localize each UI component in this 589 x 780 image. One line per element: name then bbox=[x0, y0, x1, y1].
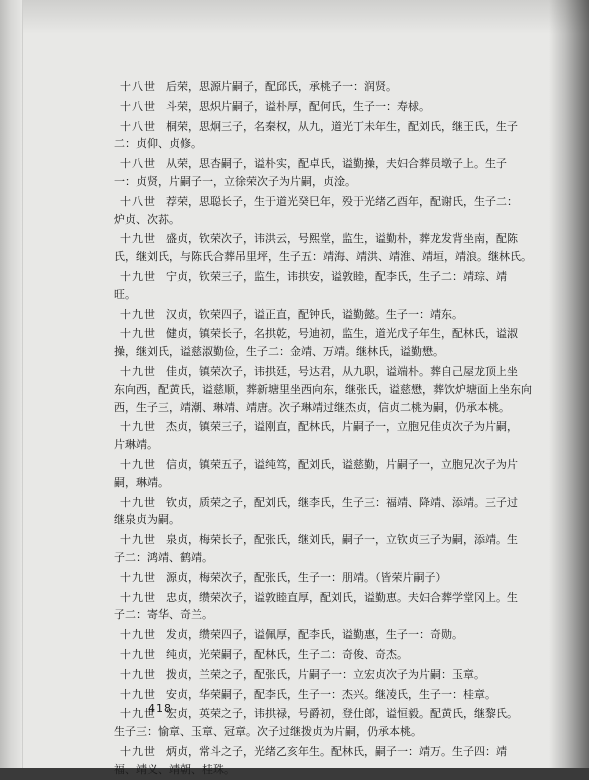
entry-line bbox=[114, 399, 560, 417]
generation-label: 十九世 bbox=[120, 269, 156, 283]
entry-line bbox=[120, 363, 560, 381]
generation-label: 十九世 bbox=[120, 533, 156, 547]
entry-line bbox=[114, 381, 560, 399]
genealogy-entry bbox=[114, 418, 560, 454]
entry-text: 钦贞，质荣之子，配刘氏，继李氏，生子三：福靖、降靖、添靖。三子过 bbox=[166, 495, 518, 509]
generation-label: 十九世 bbox=[120, 707, 156, 721]
entry-text: 一：贞贤，片嗣子一，立徐荣次子为片嗣，贞淦。 bbox=[114, 174, 356, 188]
entry-line bbox=[120, 494, 560, 512]
generation-label: 十九世 bbox=[120, 457, 156, 471]
generation-label: 十九世 bbox=[120, 647, 156, 661]
entry-line bbox=[120, 646, 560, 664]
entry-line bbox=[120, 418, 560, 436]
generation-label: 十九世 bbox=[120, 364, 156, 378]
entry-text: 炳贞，常斗之子，光绪乙亥年生。配林氏，嗣子一：靖万。生子四：靖 bbox=[166, 744, 507, 758]
entry-text: 斗荣，思炽片嗣子，谥朴厚，配何氏，生子一：寿梂。 bbox=[166, 99, 430, 113]
entry-line bbox=[114, 173, 560, 191]
entry-line bbox=[114, 606, 560, 624]
entry-text: 汉贞，钦荣四子，谥正直，配钟氏，谥勤懿。生子一：靖东。 bbox=[166, 307, 463, 321]
entry-text: 子二：寄华、奇兰。 bbox=[114, 608, 213, 622]
entry-text: 忠贞，缵荣次子，谥敦睦直厚，配刘氏，谥勤恵。夫妇合葬学堂冈上。生 bbox=[166, 590, 518, 604]
genealogy-entry bbox=[120, 626, 560, 644]
entry-text: 西，生子三，靖潮、琳靖、靖唐。次子琳靖过继杰贞，信贞二桃为嗣，仍承本桃。 bbox=[114, 400, 510, 414]
genealogy-entry bbox=[114, 230, 560, 266]
entry-text: 后荣，思源片嗣子，配邱氏，承桃子一：润贤。 bbox=[166, 80, 397, 93]
entry-line bbox=[120, 306, 560, 324]
entry-text: 源贞，梅荣次子，配张氏，生子一：朋靖。（皆荣片嗣子） bbox=[166, 570, 447, 584]
generation-label: 十八世 bbox=[120, 157, 156, 171]
genealogy-entries bbox=[114, 78, 560, 780]
generation-label: 十九世 bbox=[120, 420, 156, 434]
entry-text: 二：贞仰、贞修。 bbox=[114, 137, 202, 151]
entry-text: 佳贞，镇荣次子，讳拱廷，号达君，从九职，谥端朴。葬自己屋龙顶上坐 bbox=[166, 364, 518, 378]
generation-label: 十九世 bbox=[120, 232, 156, 246]
genealogy-entry bbox=[120, 666, 560, 684]
entry-text: 氏，继刘氏，与陈氏合葬吊里坪，生子五：靖海、靖洪、靖淮、靖垣，靖浪。继林氏。 bbox=[114, 250, 532, 264]
genealogy-entry bbox=[114, 325, 560, 361]
generation-label: 十九世 bbox=[120, 744, 156, 758]
entry-text: 炉贞、次荪。 bbox=[114, 212, 180, 226]
generation-label: 十九世 bbox=[120, 667, 156, 681]
entry-text: 安贞，华荣嗣子，配李氏，生子一：杰兴。继凌氏，生子一：桂章。 bbox=[166, 687, 496, 701]
entry-line bbox=[114, 343, 560, 361]
entry-line bbox=[114, 511, 560, 529]
genealogy-entry bbox=[114, 494, 560, 530]
entry-line bbox=[120, 118, 560, 136]
entry-text: 宁贞，钦荣三子，监生，讳拱安，谥敦睦，配李氏，生子二：靖琮、靖 bbox=[166, 269, 507, 283]
entry-text: 盛贞，钦荣次子，讳洪云，号熙堂，监生，谥勤朴，葬龙发背坐南，配陈 bbox=[166, 232, 518, 246]
genealogy-entry bbox=[120, 306, 560, 324]
entry-text: 发贞，缵荣四子，谥佩厚，配李氏，谥勤惠，生子一：奇勋。 bbox=[166, 628, 463, 642]
entry-text: 继泉贞为嗣。 bbox=[114, 513, 180, 527]
entry-line bbox=[120, 268, 560, 286]
generation-label: 十九世 bbox=[120, 628, 156, 642]
page-number: 418 bbox=[148, 702, 172, 715]
entry-line bbox=[120, 743, 560, 761]
entry-line bbox=[120, 589, 560, 607]
genealogy-entry bbox=[120, 98, 560, 116]
entry-line bbox=[120, 705, 560, 723]
entry-text: 嗣，琳靖。 bbox=[114, 475, 169, 489]
entry-line bbox=[120, 626, 560, 644]
entry-line bbox=[114, 248, 560, 266]
entry-text: 福、靖义、靖朝、桂珠。 bbox=[114, 762, 235, 776]
genealogy-entry bbox=[114, 118, 560, 154]
entry-text: 信贞，镇荣五子，谥纯笃，配刘氏，谥慈勤，片嗣子一，立胞兄次子为片 bbox=[166, 457, 518, 471]
entry-line bbox=[114, 549, 560, 567]
entry-line bbox=[114, 761, 560, 779]
generation-label: 十九世 bbox=[120, 570, 156, 584]
entry-text: 泉贞，梅荣长子，配张氏，继刘氏，嗣子一，立钦贞三子为嗣，添靖。生 bbox=[166, 533, 518, 547]
page-top-shade bbox=[0, 0, 589, 34]
entry-text: 生子三：愉章、玉章、冠章。次子过继拨贞为片嗣，仍承本桃。 bbox=[114, 725, 422, 739]
generation-label: 十九世 bbox=[120, 327, 156, 341]
genealogy-entry bbox=[114, 363, 560, 416]
entry-line bbox=[114, 286, 560, 304]
generation-label: 十九世 bbox=[120, 495, 156, 509]
entry-line bbox=[120, 456, 560, 474]
genealogy-entry bbox=[114, 456, 560, 492]
generation-label: 十九世 bbox=[120, 307, 156, 321]
entry-text: 拨贞，兰荣之子，配张氏，片嗣子一：立宏贞次子为片嗣：玉章。 bbox=[166, 667, 485, 681]
genealogy-entry bbox=[114, 743, 560, 779]
genealogy-entry bbox=[120, 646, 560, 664]
genealogy-entry bbox=[114, 531, 560, 567]
entry-line bbox=[120, 230, 560, 248]
generation-label: 十八世 bbox=[120, 194, 156, 208]
entry-line bbox=[120, 531, 560, 549]
entry-text: 片琳靖。 bbox=[114, 438, 158, 452]
book-binding bbox=[0, 0, 23, 768]
entry-text: 健贞，镇荣长子，名拱乾，号迪初，监生，道光戊子年生，配林氏，谥淑 bbox=[166, 327, 518, 341]
genealogy-entry bbox=[114, 705, 560, 741]
generation-label: 十八世 bbox=[120, 119, 156, 133]
entry-line bbox=[120, 193, 560, 211]
entry-line bbox=[120, 666, 560, 684]
genealogy-entry bbox=[114, 268, 560, 304]
entry-line bbox=[114, 211, 560, 229]
entry-text: 旺。 bbox=[114, 287, 136, 301]
genealogy-entry bbox=[114, 155, 560, 191]
genealogy-entry bbox=[114, 193, 560, 229]
entry-line bbox=[120, 155, 560, 173]
entry-text: 纯贞，光荣嗣子，配林氏，生子二：奇俊、奇杰。 bbox=[166, 647, 408, 661]
genealogy-entry bbox=[120, 78, 560, 96]
entry-line bbox=[120, 325, 560, 343]
entry-text: 子二：鸿靖、鹤靖。 bbox=[114, 550, 213, 564]
genealogy-entry bbox=[120, 569, 560, 587]
entry-line bbox=[114, 436, 560, 454]
entry-line bbox=[120, 78, 560, 96]
genealogy-entry bbox=[120, 686, 560, 704]
entry-text: 东向西，配黄氏，谥慈顺，葬新塘里坐西向东，继张氏，谥慈懋，葬饮炉塘面上坐东向 bbox=[114, 382, 532, 396]
entry-text: 宏贞，英荣之子，讳拱禄，号爵初，登仕郎，谥恒毅。配黄氏，继黎氏。 bbox=[166, 707, 518, 721]
entry-text: 杰贞，镇荣三子，谥刚直，配林氏，片嗣子一，立胞兄佳贞次子为片嗣， bbox=[166, 420, 518, 434]
genealogy-entry bbox=[114, 589, 560, 625]
generation-label: 十九世 bbox=[120, 687, 156, 701]
entry-line bbox=[114, 474, 560, 492]
entry-text: 桐荣，思炯三子，名秦权，从九，道光丁未年生，配刘氏，继王氏，生子 bbox=[166, 119, 518, 133]
entry-text: 荐荣，思聪长子，生于道光癸巳年，殁于光绪乙酉年，配谢氏，生子二： bbox=[166, 194, 518, 208]
generation-label: 十八世 bbox=[120, 80, 156, 93]
entry-text: 操，继刘氏，谥慈淑勤俭，生子二：金靖、万靖。继林氏，谥勤懋。 bbox=[114, 345, 444, 359]
entry-line bbox=[114, 135, 560, 153]
entry-line bbox=[120, 98, 560, 116]
entry-line bbox=[120, 569, 560, 587]
generation-label: 十八世 bbox=[120, 99, 156, 113]
generation-label: 十九世 bbox=[120, 590, 156, 604]
entry-text: 从荣，思杏嗣子，谥朴实，配卓氏，谥勤操，夫妇合葬员墩子上。生子 bbox=[166, 157, 507, 171]
entry-line bbox=[114, 723, 560, 741]
entry-line bbox=[120, 686, 560, 704]
